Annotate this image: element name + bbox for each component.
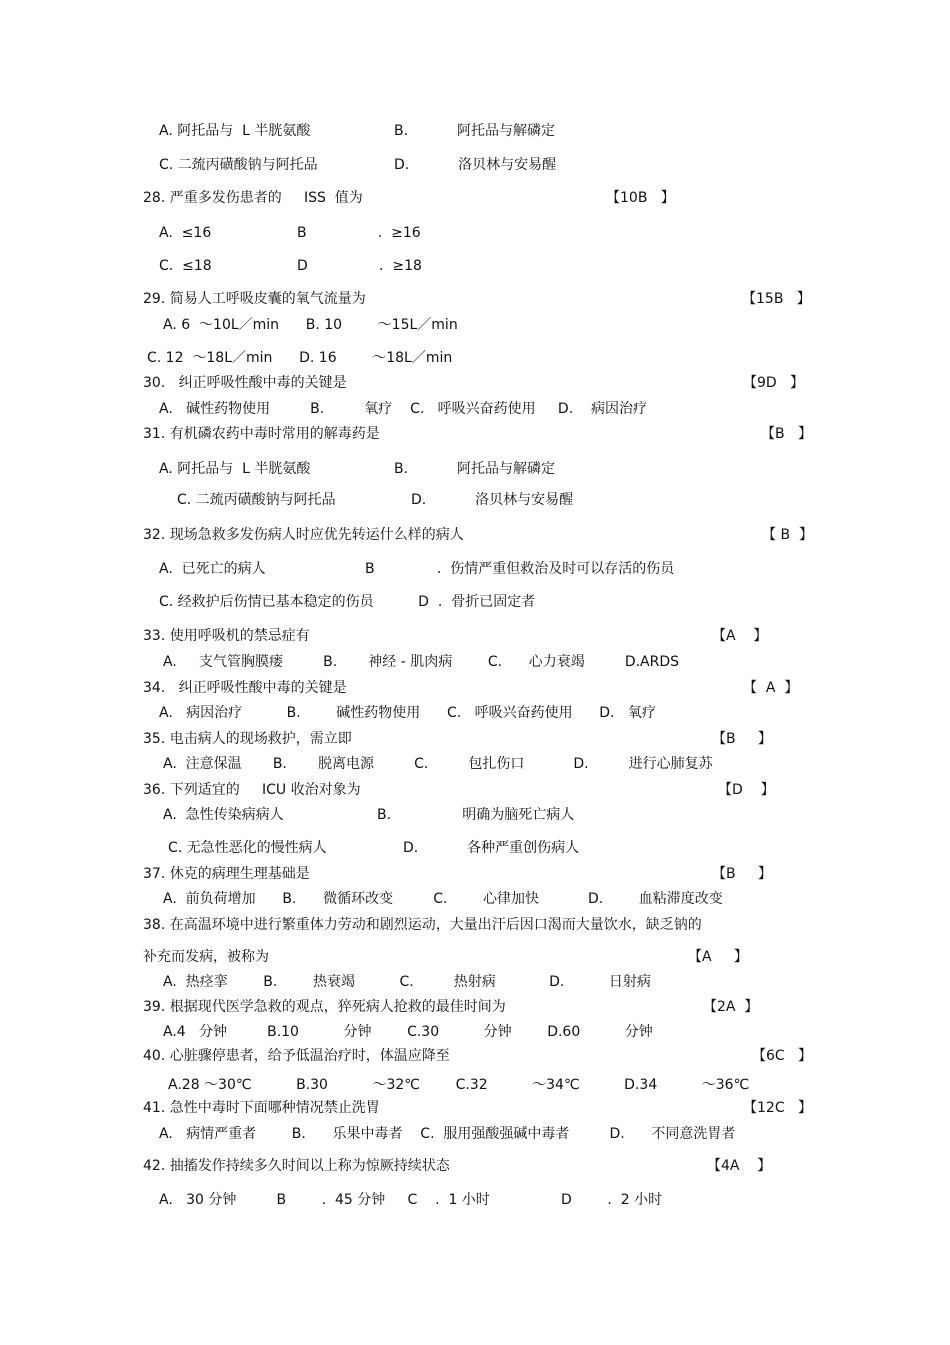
q32-answer: 【 B 】: [762, 527, 813, 543]
q31-option-d: D. 洛贝林与安易醒: [411, 492, 574, 508]
q41-options: A. 病情严重者 B. 乐果中毒者 C. 服用强酸强碱中毒者 D. 不同意洗胃者: [159, 1126, 736, 1142]
q36-stem: 36. 下列适宜的 ICU 收治对象为: [143, 782, 361, 798]
q40-options: A.28 ～30℃ B.30 ～32℃ C.32 ～34℃ D.34 ～36℃: [168, 1077, 750, 1093]
q30-stem: 30. 纠正呼吸性酸中毒的关键是: [143, 375, 347, 391]
q29-options-cd: C. 12 ～18L／min D. 16 ～18L／min: [147, 350, 453, 366]
q40-stem: 40. 心脏骤停患者，给予低温治疗时，体温应降至: [143, 1048, 450, 1064]
q27-option-c: C. 二巯丙磺酸钠与阿托品: [159, 157, 318, 173]
q31-stem: 31. 有机磷农药中毒时常用的解毒药是: [143, 426, 380, 442]
q28-answer: 【10B 】: [606, 190, 675, 206]
q36-option-c: C. 无急性恶化的慢性病人: [168, 840, 327, 856]
q38-options: A. 热痉挛 B. 热衰竭 C. 热射病 D. 日射病: [163, 974, 651, 990]
q37-options: A. 前负荷增加 B. 微循环改变 C. 心律加快 D. 血粘滞度改变: [163, 891, 723, 907]
q32-option-b: B . 伤情严重但救治及时可以存活的伤员: [365, 561, 675, 577]
q42-answer: 【4A 】: [707, 1158, 772, 1174]
q35-options: A. 注意保温 B. 脱离电源 C. 包扎伤口 D. 进行心肺复苏: [163, 756, 713, 772]
q39-options: A.4 分钟 B.10 分钟 C.30 分钟 D.60 分钟: [163, 1024, 653, 1040]
q37-answer: 【B 】: [712, 866, 772, 882]
q30-answer: 【9D 】: [743, 375, 805, 391]
q28-option-c: C. ≤18: [159, 258, 212, 274]
q38-answer: 【A 】: [688, 949, 748, 965]
q35-answer: 【B 】: [712, 731, 772, 747]
q42-stem: 42. 抽搐发作持续多久时间以上称为惊厥持续状态: [143, 1158, 450, 1174]
q31-answer: 【B 】: [761, 426, 812, 442]
q29-options-ab: A. 6 ～10L／min B. 10 ～15L／min: [163, 317, 458, 333]
q34-answer: 【 A 】: [743, 680, 799, 696]
q29-answer: 【15B 】: [742, 291, 811, 307]
q36-option-b: B. 明确为脑死亡病人: [377, 807, 575, 823]
q27-option-a: A. 阿托品与 L 半胱氨酸: [159, 123, 311, 139]
q28-stem: 28. 严重多发伤患者的 ISS 值为: [143, 190, 363, 206]
q29-stem: 29. 简易人工呼吸皮囊的氧气流量为: [143, 291, 366, 307]
q30-options: A. 碱性药物使用 B. 氧疗 C. 呼吸兴奋药使用 D. 病因治疗: [159, 401, 647, 417]
q38-stem-line-2: 补充而发病，被称为: [143, 949, 269, 965]
q32-stem: 32. 现场急救多发伤病人时应优先转运什么样的病人: [143, 527, 464, 543]
q36-option-a: A. 急性传染病病人: [163, 807, 284, 823]
q28-option-d: D . ≥18: [297, 258, 422, 274]
q31-option-b: B. 阿托品与解磷定: [394, 461, 556, 477]
q32-option-a: A. 已死亡的病人: [159, 561, 266, 577]
q28-option-b: B . ≥16: [297, 225, 421, 241]
q42-options: A. 30 分钟 B . 45 分钟 C . 1 小时 D . 2 小时: [159, 1192, 663, 1208]
q33-answer: 【A 】: [712, 628, 768, 644]
q35-stem: 35. 电击病人的现场救护，需立即: [143, 731, 352, 747]
q28-option-a: A. ≤16: [159, 225, 212, 241]
q31-option-a: A. 阿托品与 L 半胱氨酸: [159, 461, 311, 477]
q37-stem: 37. 休克的病理生理基础是: [143, 866, 310, 882]
q41-answer: 【12C 】: [743, 1100, 812, 1116]
q27-option-d: D. 洛贝林与安易醒: [394, 157, 557, 173]
q34-stem: 34. 纠正呼吸性酸中毒的关键是: [143, 680, 347, 696]
q31-option-c: C. 二巯丙磺酸钠与阿托品: [177, 492, 336, 508]
q33-options: A. 支气管胸膜瘘 B. 神经 - 肌肉病 C. 心力衰竭 D.ARDS: [163, 654, 680, 670]
q27-option-b: B. 阿托品与解磷定: [394, 123, 556, 139]
q36-answer: 【D 】: [718, 782, 775, 798]
q39-answer: 【2A 】: [703, 999, 759, 1015]
q38-stem-line-1: 38. 在高温环境中进行繁重体力劳动和剧烈运动，大量出汗后因口渴而大量饮水，缺乏钠的: [143, 917, 702, 933]
q40-answer: 【6C 】: [752, 1048, 813, 1064]
q39-stem: 39. 根据现代医学急救的观点，猝死病人抢救的最佳时间为: [143, 999, 506, 1015]
q36-option-d: D. 各种严重创伤病人: [403, 840, 580, 856]
q41-stem: 41. 急性中毒时下面哪种情况禁止洗胃: [143, 1100, 380, 1116]
q32-options-cd: C. 经救护后伤情已基本稳定的伤员 D . 骨折已固定者: [159, 594, 536, 610]
q34-options: A. 病因治疗 B. 碱性药物使用 C. 呼吸兴奋药使用 D. 氧疗: [159, 705, 656, 721]
q33-stem: 33. 使用呼吸机的禁忌症有: [143, 628, 310, 644]
